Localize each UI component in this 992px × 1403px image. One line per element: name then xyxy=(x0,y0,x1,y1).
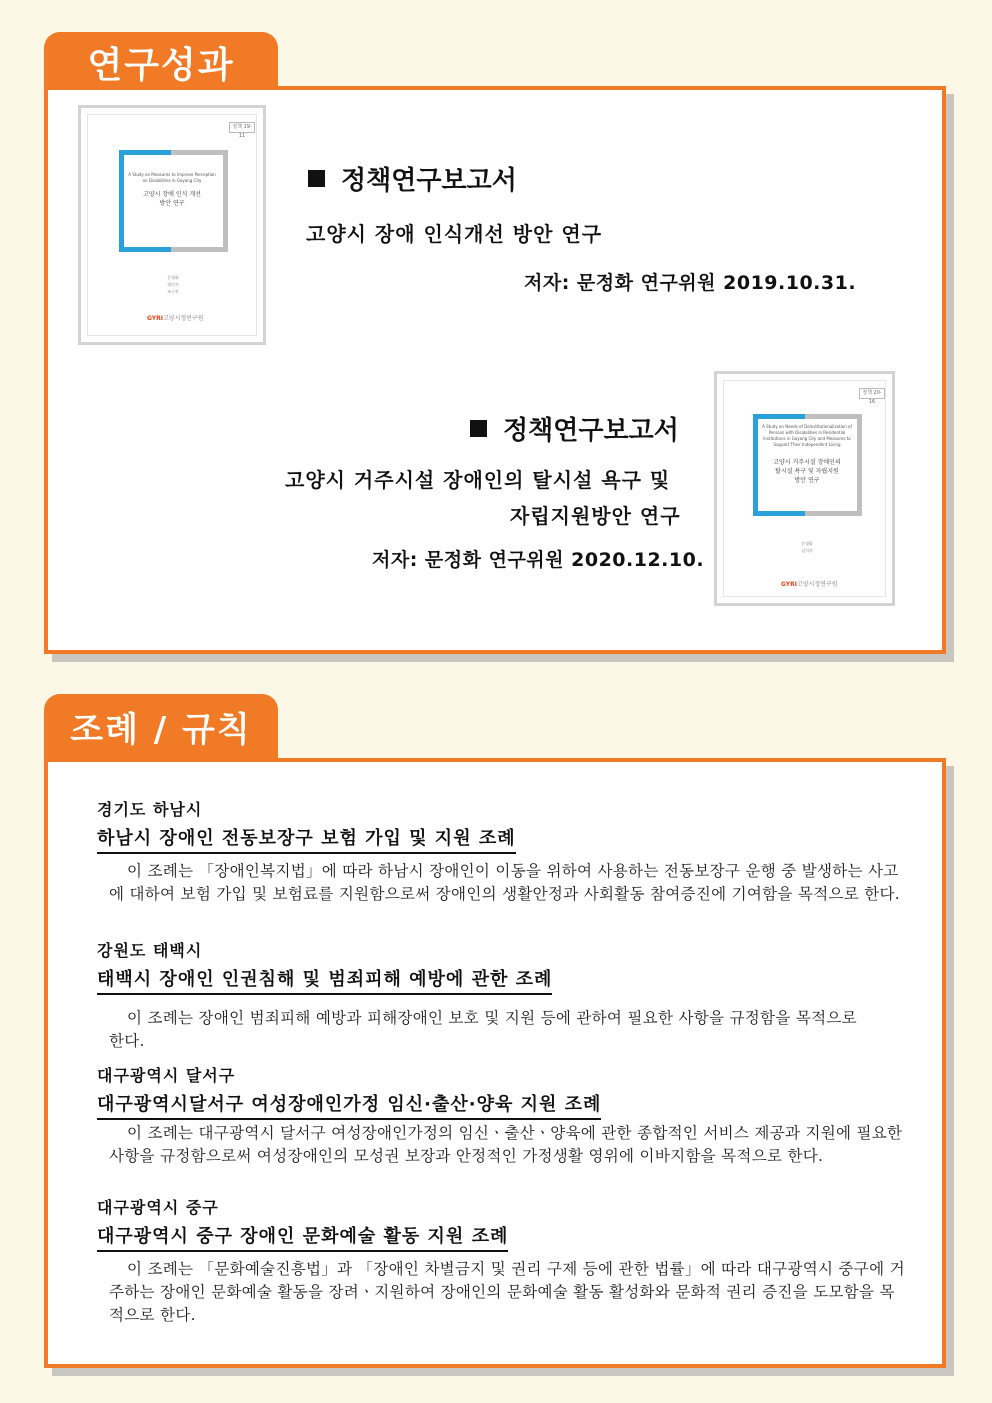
cover-badge: 정책 19-11 xyxy=(229,122,255,133)
report-1-author: 저자: 문정화 연구위원 2019.10.31. xyxy=(524,272,857,294)
cover-author: 문정화 xyxy=(167,275,179,280)
ordinance-description: 이 조례는 「장애인복지법」에 따라 하남시 장애인이 이동을 위하여 사용하는 전동보장구 운행 중 발생하는 사고에 대하여 보험 가입 및 보험료를 지원함으로써 장애인의 생활안정과 사회활동 참여증진에 기여함을 목적으로 한다. xyxy=(109,862,901,903)
report-2-title-line-2[interactable]: 자립지원방안 연구 xyxy=(510,504,681,528)
cover-title-line: 고양시 장애 인식 개선 xyxy=(143,191,201,198)
section-tab-label: 연구성과 xyxy=(87,44,235,86)
ordinance-item xyxy=(97,1063,917,1168)
ordinance-description: 이 조례는 대구광역시 달서구 여성장애인가정의 임신ㆍ출산ㆍ양육에 관한 종합적인 서비스 제공과 지원에 필요한 사항을 규정함으로써 여성장애인의 모성권 보장과 안정적인 가정생활 영위에 이바지함을 목적으로 한다. xyxy=(109,1124,903,1165)
cover-title-ko xyxy=(761,458,853,485)
report-2-author: 저자: 문정화 연구위원 2020.12.10. xyxy=(372,549,705,571)
logo-text: 고양시정연구원 xyxy=(797,581,838,588)
cover-title-ko xyxy=(127,190,217,208)
cover-subtitle-en: A Study on Needs of Deinstitutionalization of Persons with Disabilities in Residential Institutions in Goyang City and Measures to Support Their Independent Living xyxy=(762,424,852,447)
report-1-type xyxy=(308,160,517,197)
section-tab-label: 조례 / 규칙 xyxy=(70,709,252,750)
square-bullet-icon xyxy=(308,170,325,187)
logo-mark: GYRI xyxy=(147,315,163,322)
report-1-title[interactable]: 고양시 장애 인식개선 방안 연구 xyxy=(306,222,603,246)
report-type-label: 정책연구보고서 xyxy=(341,166,517,196)
ordinance-title[interactable]: 대구광역시달서구 여성장애인가정 임신·출산·양육 지원 조례 xyxy=(97,1090,601,1120)
cover-author: 최민지 xyxy=(167,282,179,287)
ordinance-item xyxy=(97,797,917,906)
ordinance-region: 대구광역시 중구 xyxy=(97,1198,219,1217)
cover-subtitle-en: A Study on Measures to Improve Perception on Disabilities in Goyang City xyxy=(128,172,216,183)
cover-badge: 정책 20-16 xyxy=(859,388,885,399)
ordinance-item xyxy=(97,1195,917,1327)
ordinance-title[interactable]: 태백시 장애인 인권침해 및 범죄피해 예방에 관한 조례 xyxy=(97,965,552,995)
report-type-label: 정책연구보고서 xyxy=(503,416,679,446)
ordinance-region: 강원도 태백시 xyxy=(97,941,203,960)
report-2-title-line-1[interactable]: 고양시 거주시설 장애인의 탈시설 욕구 및 xyxy=(285,468,671,492)
cover-author: 김지희 xyxy=(801,548,813,553)
square-bullet-icon xyxy=(470,420,487,437)
cover-authors xyxy=(151,274,195,295)
cover-authors xyxy=(785,540,829,554)
ordinance-description: 이 조례는 「문화예술진흥법」과 「장애인 차별금지 및 권리 구제 등에 관한 법률」에 따라 대구광역시 중구에 거주하는 장애인 문화예술 활동을 장려ㆍ지원하여 장애인의 문화예술 활동 활성화와 문화적 권리 증진을 도모함을 목적으로 한다. xyxy=(109,1260,905,1324)
section-tab-research xyxy=(44,32,278,92)
ordinance-title[interactable]: 하남시 장애인 전동보장구 보험 가입 및 지원 조례 xyxy=(97,824,516,854)
cover-title-line: 탈시설 욕구 및 자립지원 xyxy=(775,468,839,475)
cover-title-line: 방안 연구 xyxy=(794,477,820,484)
cover-author: 문정화 xyxy=(801,541,813,546)
ordinance-title[interactable]: 대구광역시 중구 장애인 문화예술 활동 지원 조례 xyxy=(97,1222,508,1252)
cover-author: 조수진 xyxy=(167,289,179,294)
cover-title-line: 고양시 거주시설 장애인의 xyxy=(773,459,841,466)
ordinance-region: 경기도 하남시 xyxy=(97,800,203,819)
ordinance-region: 대구광역시 달서구 xyxy=(97,1066,236,1085)
report-2-type xyxy=(470,410,679,447)
cover-logo xyxy=(147,313,204,322)
ordinance-description: 이 조례는 장애인 범죄피해 예방과 피해장애인 보호 및 지원 등에 관하여 필요한 사항을 규정함을 목적으로 한다. xyxy=(109,1009,857,1050)
section-tab-ordinances xyxy=(44,694,278,758)
logo-text: 고양시정연구원 xyxy=(163,315,204,322)
report-cover-1[interactable] xyxy=(78,105,266,345)
cover-logo xyxy=(781,579,838,588)
logo-mark: GYRI xyxy=(781,581,797,588)
ordinance-item xyxy=(97,938,917,1053)
report-cover-2[interactable] xyxy=(714,371,895,606)
cover-title-line: 방안 연구 xyxy=(159,200,185,207)
